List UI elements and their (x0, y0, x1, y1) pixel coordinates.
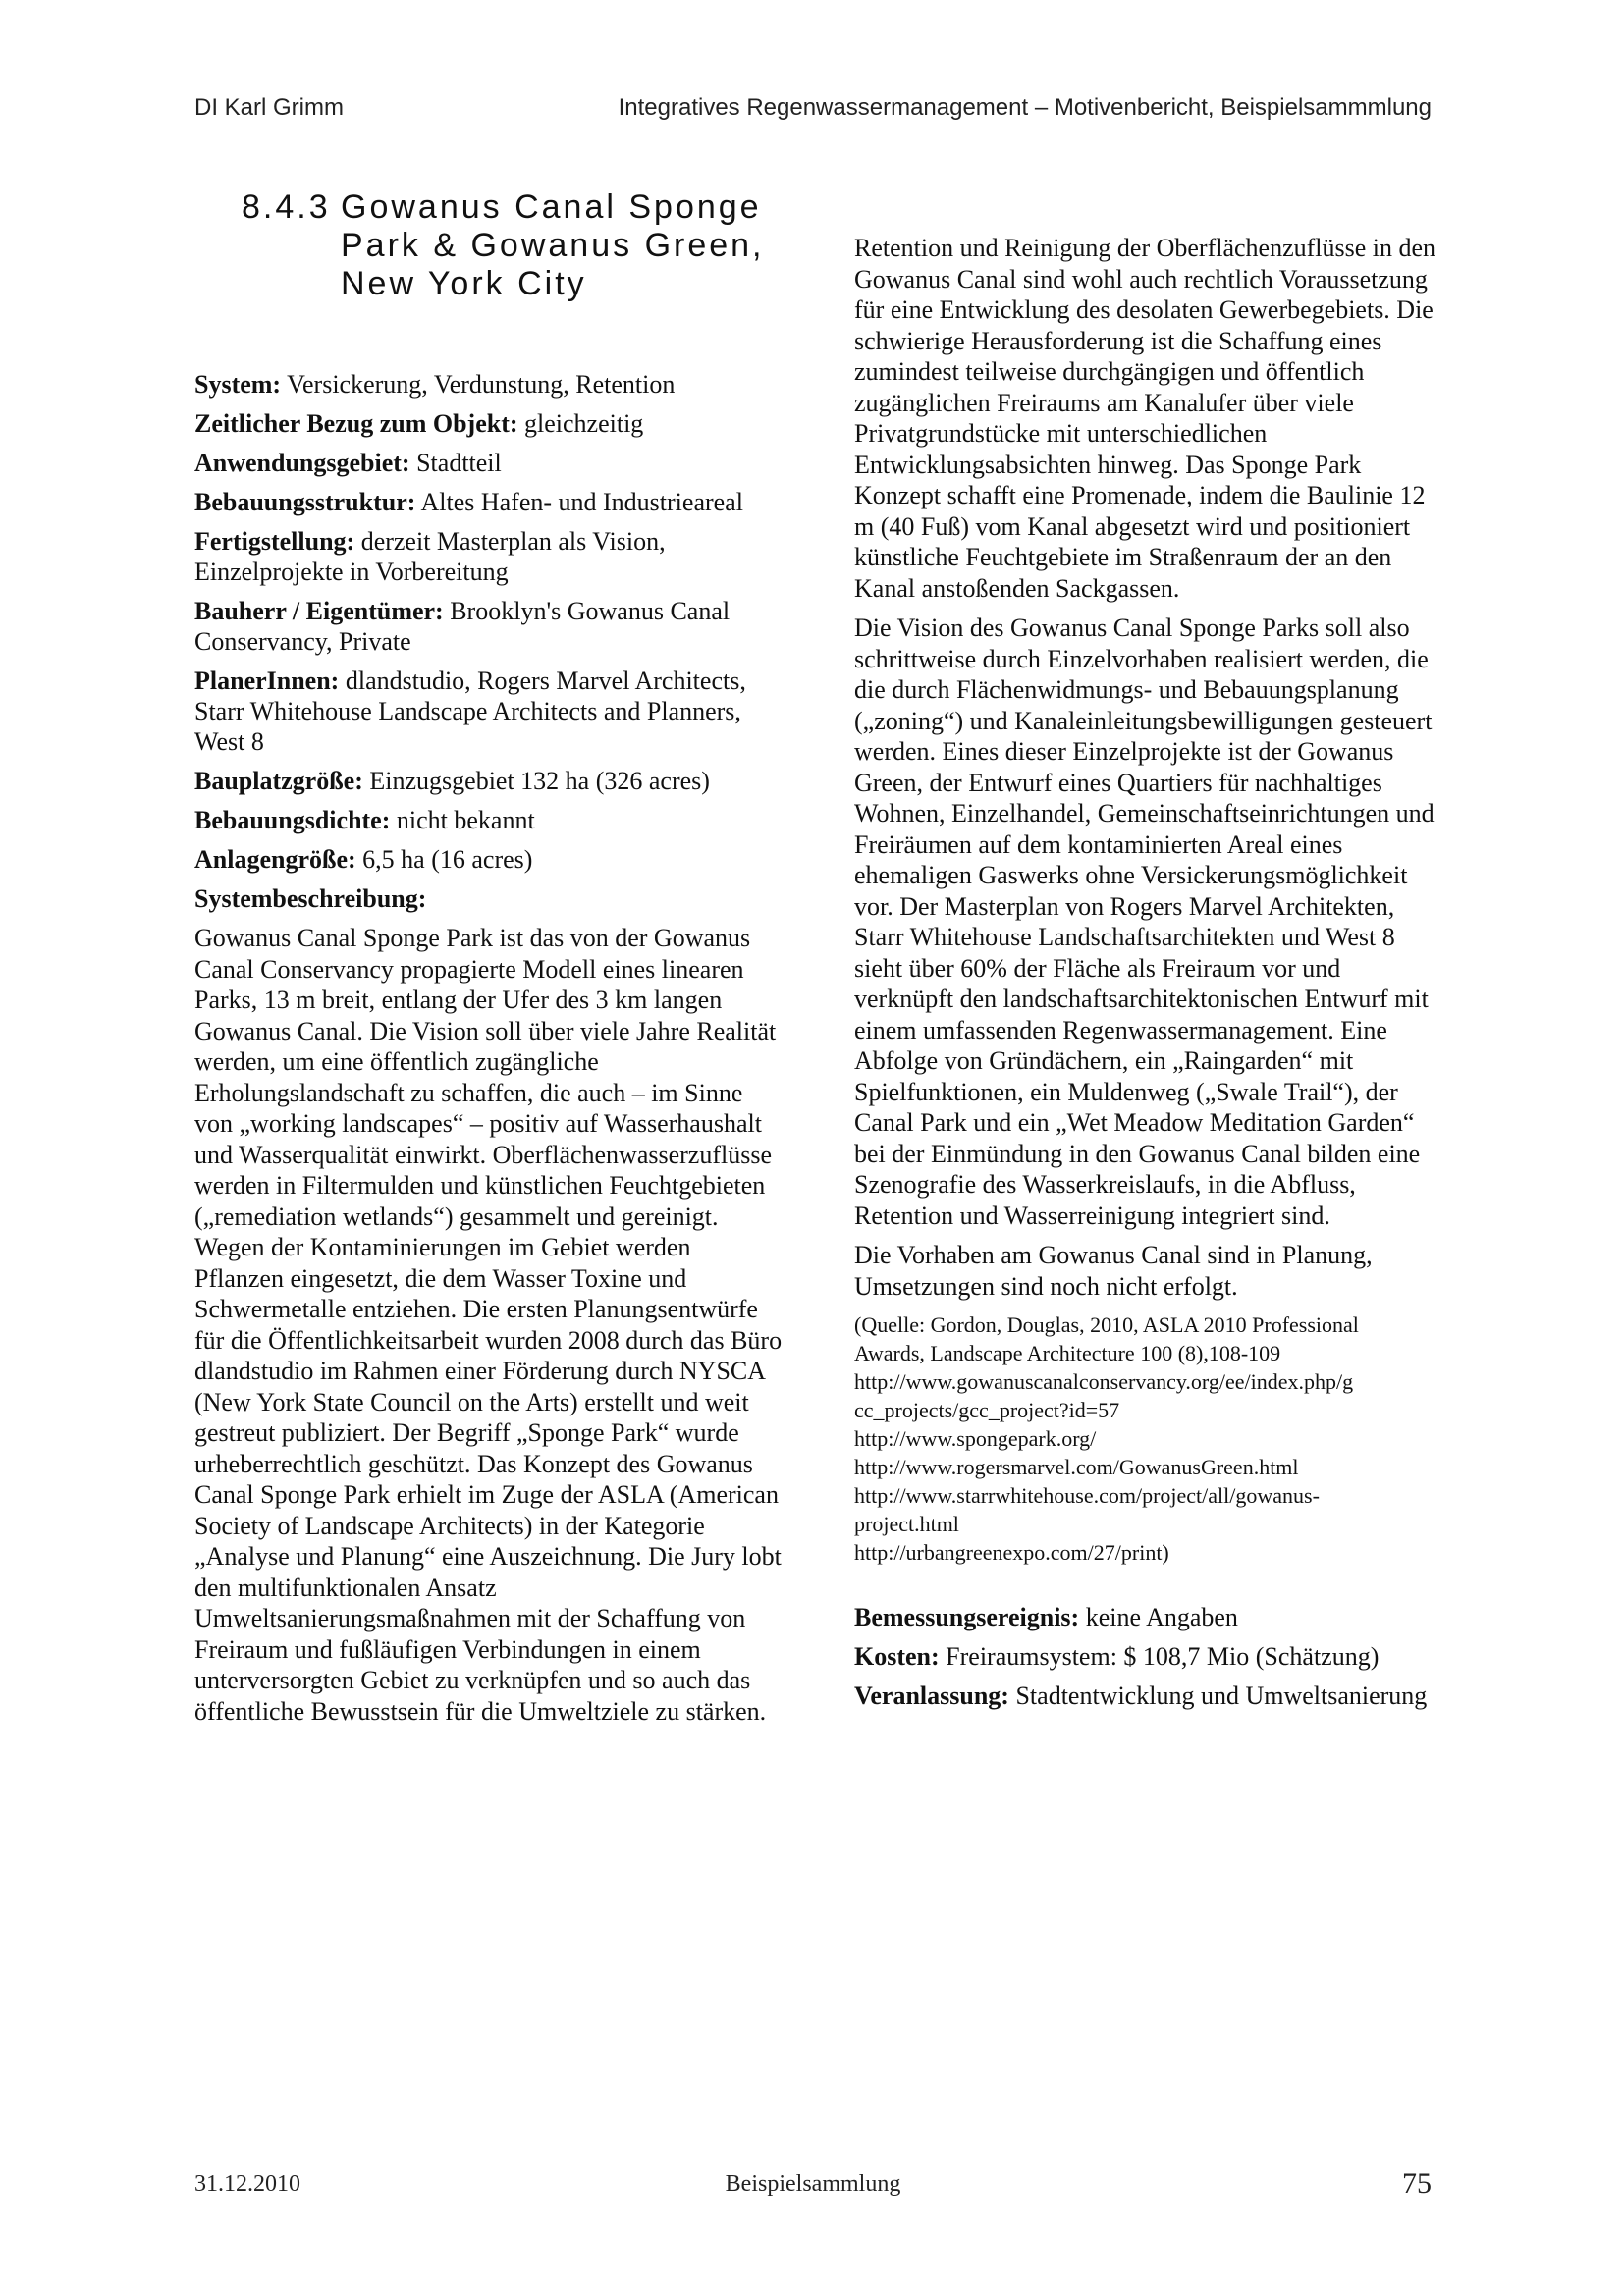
fact-label: System: (194, 370, 282, 399)
fact-label: Bauherr / Eigentümer: (194, 597, 444, 625)
fact-design-event (854, 1602, 1443, 1632)
fact-label: Bebauungsdichte: (194, 806, 391, 834)
source-line: http://www.rogersmarvel.com/GowanusGreen.html (854, 1455, 1299, 1479)
fact-value: nicht bekannt (390, 806, 535, 834)
source-line: project.html (854, 1512, 959, 1536)
fact-value: Brooklyn's Gowanus Canal Conservancy, Private (194, 597, 731, 656)
fact-value: Stadtteil (409, 449, 502, 477)
footer-date: 31.12.2010 (194, 2171, 300, 2197)
fact-value: Altes Hafen- und Industrieareal (415, 488, 743, 516)
fact-label: Veranlassung: (854, 1682, 1009, 1710)
source-line: cc_projects/gcc_project?id=57 (854, 1398, 1120, 1422)
fact-building-density (194, 805, 784, 835)
right-facts (854, 1602, 1443, 1711)
paragraph: Retention und Reinigung der Oberflächenzuflüsse in den Gowanus Canal sind wohl auch rechtlich Voraussetzung für eine Entwicklung des desolaten Gewerbegebiets. Die schwierige Herausforderung ist die Schaffung eines zumindest teilweise durchgängigen und öffentlich zugänglichen Freiraums am Kanalufer über viele Privatgrundstücke mit unterschiedlichen Entwicklungsabsichten hinweg. Das Sponge Park Konzept schafft eine Promenade, indem die Baulinie 12 m (40 Fuß) vom Kanal abgesetzt wird und positioniert künstliche Feuchtgebiete im Straßenraum der an den Kanal anstoßenden Sackgassen. (854, 234, 1436, 603)
paragraph: Die Vision des Gowanus Canal Sponge Parks soll also schrittweise durch Einzelvorhaben realisiert werden, die die durch Flächenwidmungs- und Bebauungsplanung („zoning“) und Kanaleinleitungsbewilligungen gesteuert werden. Eines dieser Einzelprojekte ist der Gowanus Green, der Entwurf eines Quartiers für nachhaltiges Wohnen, Einzelhandel, Gemeinschaftseinrichtungen und Freiräumen auf dem kontaminierten Areal eines ehemaligen Gaswerks ohne Versickerungsmöglichkeit vor. Der Masterplan von Rogers Marvel Architekten, Starr Whitehouse Landschaftsarchitekten und West 8 sieht über 60% der Fläche als Freiraum vor und verknüpft den landschaftsarchitektonischen Entwurf mit einem umfassenden Regenwassermanagement. Eine Abfolge von Gründächern, ein „Raingarden“ mit Spielfunktionen, ein Muldenweg („Swale Trail“), der Canal Park und ein „Wet Meadow Meditation Garden“ bei der Einmündung in den Gowanus Canal bilden eine Szenografie des Wasserkreislaufs, in die Abfluss, Retention und Wasserreinigung integriert sind. (854, 614, 1435, 1230)
fact-building-structure (194, 487, 784, 517)
fact-application-area (194, 448, 784, 478)
fact-owner (194, 596, 784, 657)
heading-line-2: Park & Gowanus Green, (341, 227, 765, 264)
heading-line-1: Gowanus Canal Sponge (341, 188, 762, 226)
fact-completion (194, 526, 784, 587)
header-document-title: Integratives Regenwassermanagement – Motivenbericht, Beispielsammmlung (618, 94, 1432, 121)
page-header (194, 94, 1432, 130)
fact-facility-size (194, 844, 784, 875)
system-description-text: Gowanus Canal Sponge Park ist das von der Gowanus Canal Conservancy propagierte Modell eines linearen Parks, 13 m breit, entlang der Ufer des 3 km langen Gowanus Canal. Die Vision soll über viele Jahre Realität werden, um eine öffentlich zugängliche Erholungslandschaft zu schaffen, die auch – im Sinne von „working landscapes“ – positiv auf Wasserhaushalt und Wasserqualität einwirkt. Oberflächenwasserzuflüsse werden in Filtermulden und künstlichen Feuchtgebieten („remediation wetlands“) gesammelt und gereinigt. Wegen der Kontaminierungen im Gebiet werden Pflanzen eingesetzt, die dem Wasser Toxine und Schwermetalle entziehen. Die ersten Planungsentwürfe für die Öffentlichkeitsarbeit wurden 2008 durch das Büro dlandstudio im Rahmen einer Förderung durch NYSCA (New York State Council on the Arts) erstellt und weit gestreut publiziert. Der Begriff „Sponge Park“ wurde urheberrechtlich geschützt. Das Konzept des Gowanus Canal Sponge Park erhielt im Zuge der ASLA (American Society of Landscape Architects) in der Kategorie „Analyse und Planung“ eine Auszeichnung. Die Jury lobt den multifunktionalen Ansatz Umweltsanierungsmaßnahmen mit der Schaffung von Freiraum und fußläufigen Verbindungen in einem unterversorgten Gebiet zu verknüpfen und so auch das öffentliche Bewusstsein für die Umweltziele zu stärken. (194, 924, 783, 1726)
fact-label: PlanerInnen: (194, 667, 340, 695)
fact-label: Anlagengröße: (194, 845, 356, 874)
fact-label: Bemessungsereignis: (854, 1603, 1080, 1631)
fact-value: Freiraumsystem: $ 108,7 Mio (Schätzung) (939, 1642, 1380, 1671)
source-line: http://www.spongepark.org/ (854, 1426, 1097, 1451)
source-line: Awards, Landscape Architecture 100 (8),108-109 (854, 1341, 1281, 1365)
fact-label: Fertigstellung: (194, 527, 355, 556)
fact-value: Einzugsgebiet 132 ha (326 acres) (362, 767, 710, 795)
fact-time-reference (194, 408, 784, 439)
fact-costs (854, 1641, 1443, 1672)
section-number: 8.4.3 (242, 188, 331, 226)
source-line: http://www.starrwhitehouse.com/project/all/gowanus- (854, 1483, 1320, 1508)
fact-label: Kosten: (854, 1642, 940, 1671)
fact-planners (194, 666, 784, 757)
fact-value: dlandstudio, Rogers Marvel Architects, Starr Whitehouse Landscape Architects and Planners, West 8 (194, 667, 746, 756)
right-column (854, 233, 1443, 1720)
heading-line-3: New York City (341, 265, 587, 302)
source-line: (Quelle: Gordon, Douglas, 2010, ASLA 2010 Professional (854, 1312, 1359, 1337)
source-line: http://urbangreenexpo.com/27/print) (854, 1540, 1169, 1565)
fact-value: gleichzeitig (517, 409, 644, 438)
fact-label: Zeitlicher Bezug zum Objekt: (194, 409, 518, 438)
left-column (194, 369, 784, 1727)
fact-value: derzeit Masterplan als Vision, Einzelprojekte in Vorbereitung (194, 527, 666, 586)
section-heading (242, 188, 791, 303)
header-author: DI Karl Grimm (194, 94, 344, 121)
fact-label: Anwendungsgebiet: (194, 449, 410, 477)
fact-value: Stadtentwicklung und Umweltsanierung (1008, 1682, 1428, 1710)
fact-value: 6,5 ha (16 acres) (355, 845, 533, 874)
system-description-label: Systembeschreibung: (194, 884, 427, 913)
source-line: http://www.gowanuscanalconservancy.org/ee/index.php/g (854, 1369, 1354, 1394)
paragraph: Die Vorhaben am Gowanus Canal sind in Planung, Umsetzungen sind noch nicht erfolgt. (854, 1241, 1373, 1301)
source-references (854, 1310, 1443, 1567)
fact-site-size (194, 766, 784, 796)
fact-value: Versickerung, Verdunstung, Retention (281, 370, 676, 399)
page-number: 75 (1402, 2167, 1432, 2200)
fact-label: Bebauungsstruktur: (194, 488, 416, 516)
footer-section: Beispielsammlung (725, 2171, 901, 2197)
fact-value: keine Angaben (1079, 1603, 1238, 1631)
fact-label: Bauplatzgröße: (194, 767, 363, 795)
fact-system (194, 369, 784, 400)
fact-occasion (854, 1681, 1443, 1711)
page-footer (194, 2167, 1432, 2211)
